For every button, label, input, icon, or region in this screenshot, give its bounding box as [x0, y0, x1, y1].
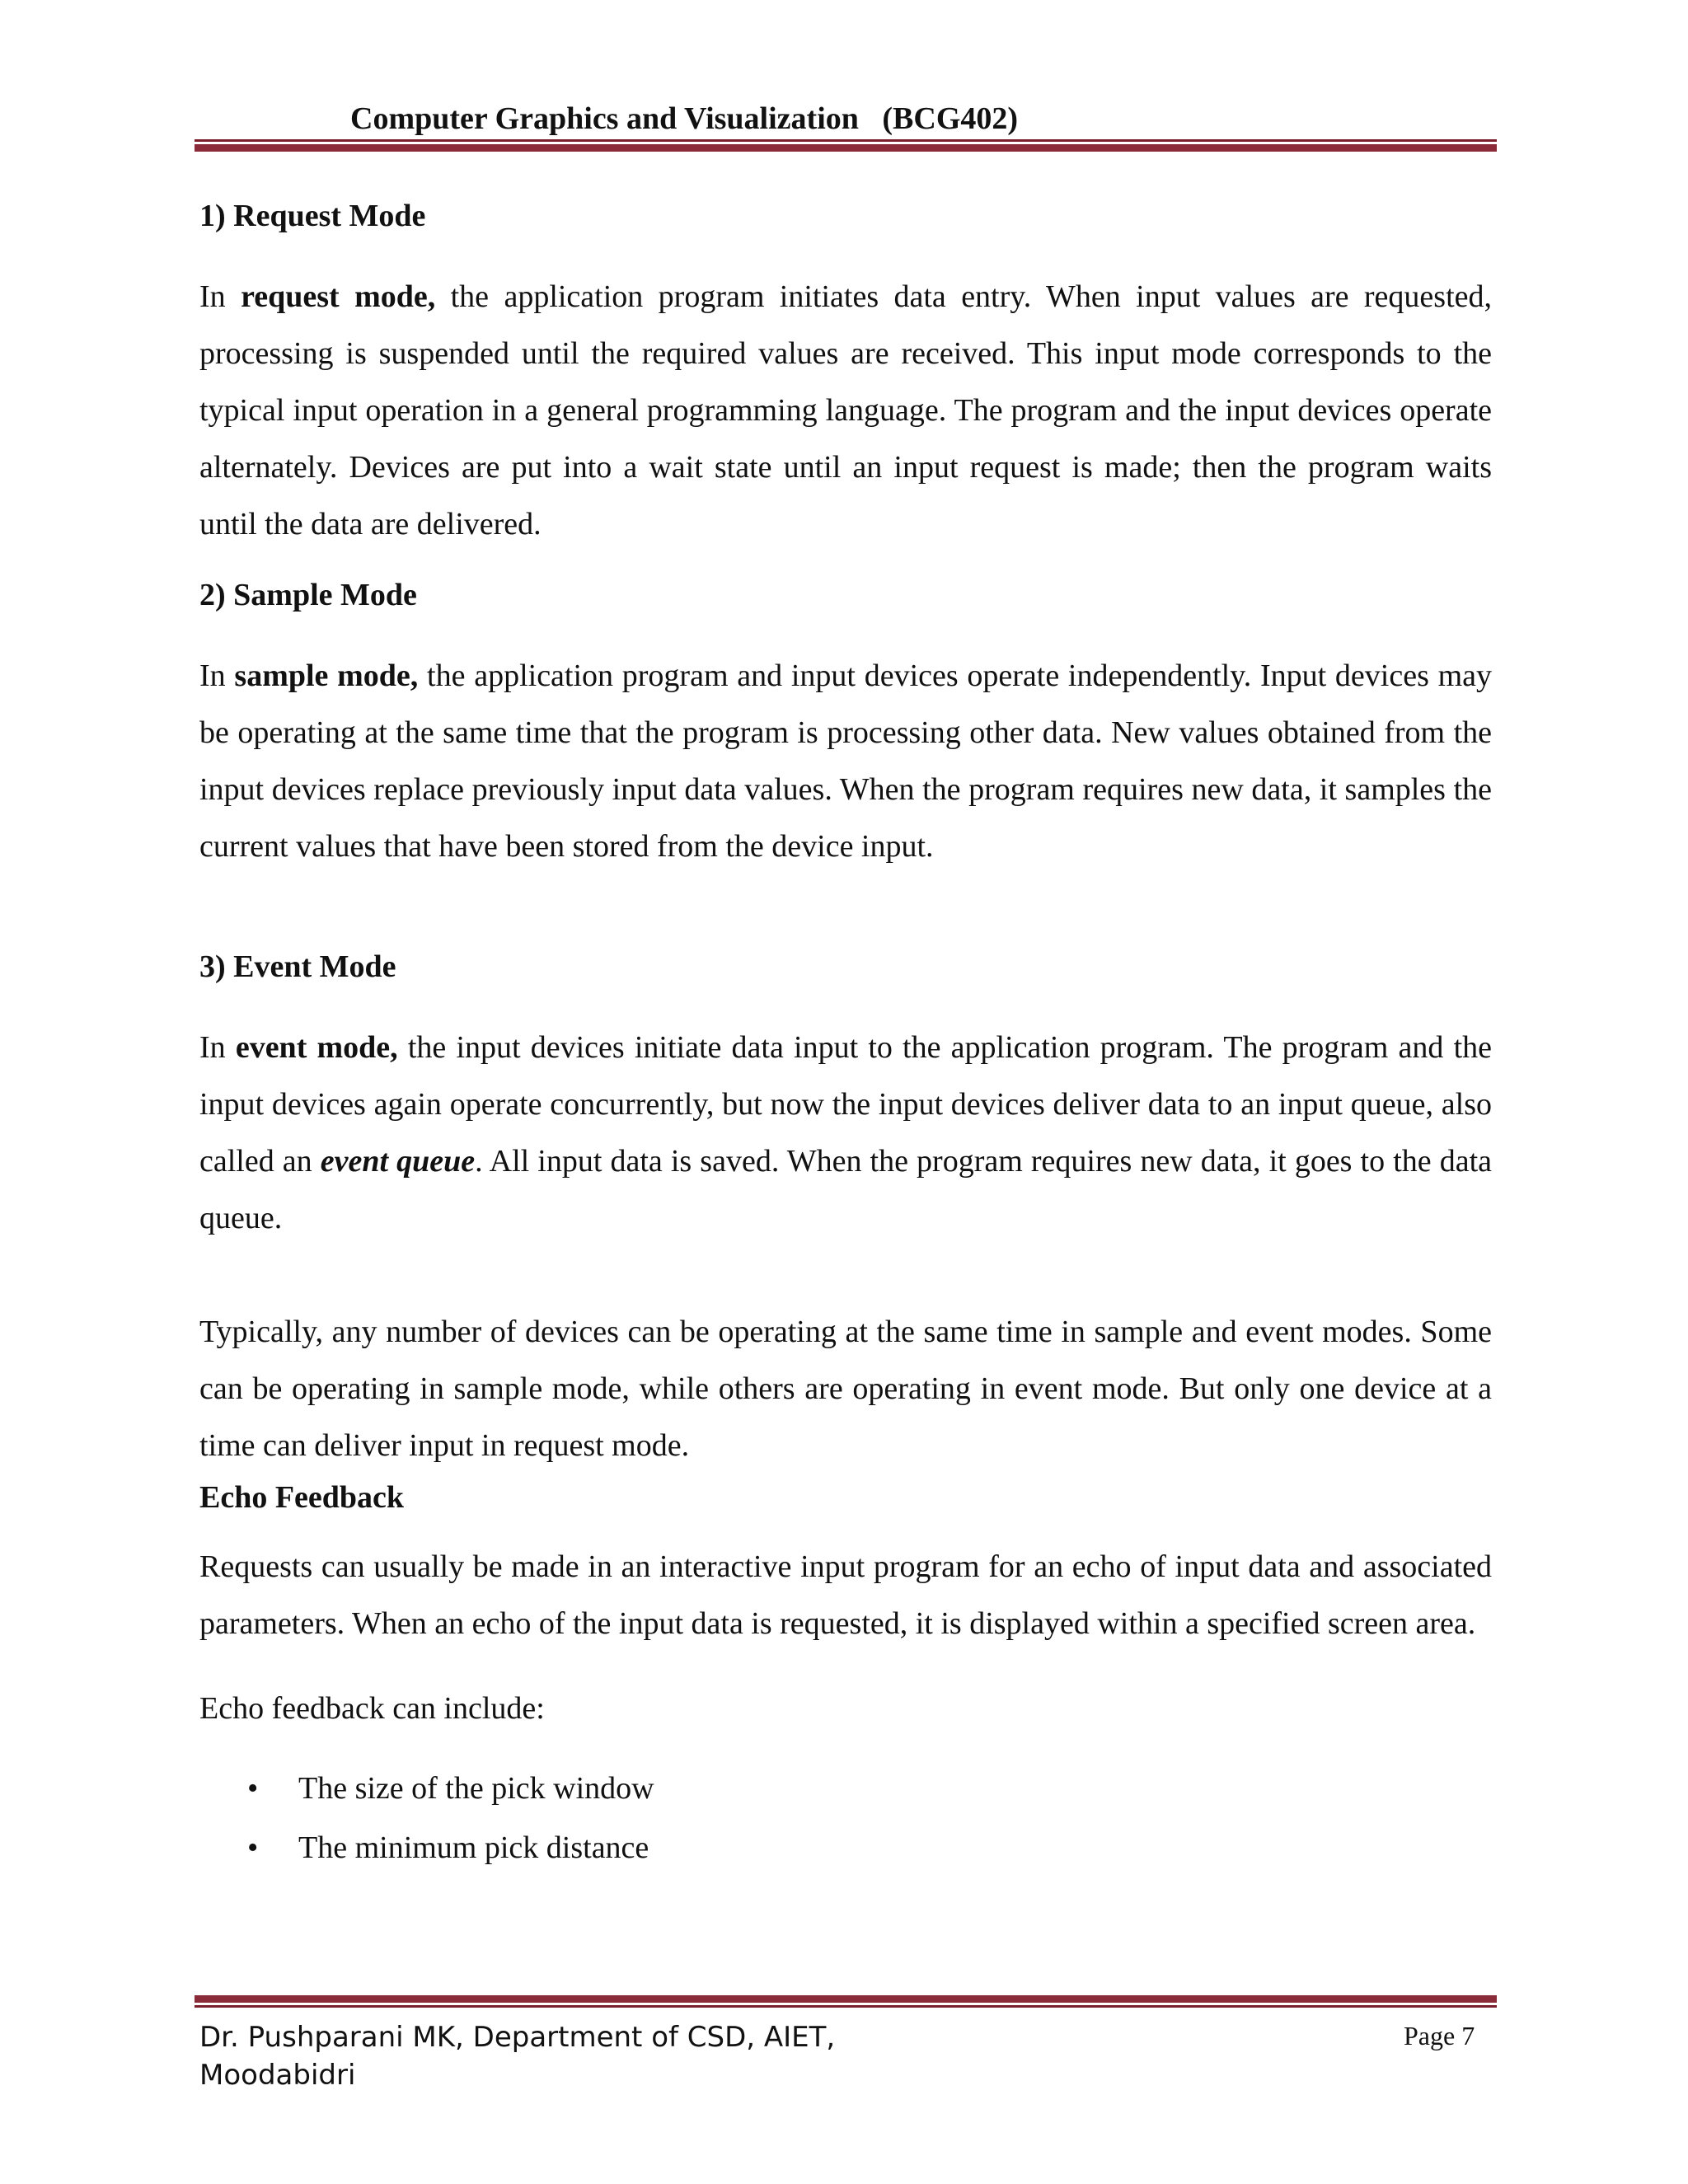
event-mode-text-a: the input devices initiate data input to the application program. The program and the input devices again operate concurrently, but now the input devices deliver data to an input queue, also called an: [199, 1030, 1492, 1179]
page-header-title: Computer Graphics and Visualization (BCG402): [350, 101, 1019, 136]
request-mode-text: the application program initiates data entry. When input values are requested, processing is suspended until the required values are received. This input mode corresponds to the typical input operation in a general programming language. The program and the input devices operate alternately. Devices are put into a wait state until an input request is made; then the program waits until the data are delivered.: [199, 279, 1493, 541]
list-item: [199, 1767, 1492, 1810]
event-mode-paragraph: [199, 1019, 1492, 1247]
sample-mode-lead: In: [199, 658, 235, 693]
header-rule-thick: [195, 144, 1497, 152]
request-mode-paragraph: [199, 269, 1492, 553]
event-mode-term: event mode,: [235, 1030, 398, 1065]
request-mode-term: request mode,: [241, 279, 436, 314]
event-queue-term: event queue: [320, 1144, 476, 1179]
echo-feedback-paragraph: Requests can usually be made in an interactive input program for an echo of input data and associated parameters. When an echo of the input data is requested, it is displayed within a specified screen area.: [199, 1549, 1492, 1641]
event-mode-text-b: . All input data is saved. When the program requires new data, it goes to the data queue.: [199, 1144, 1492, 1235]
bullet-icon: •: [247, 1771, 259, 1806]
echo-feedback-list: [199, 1767, 1492, 1869]
sample-mode-paragraph: [199, 648, 1492, 875]
footer-author: Dr. Pushparani MK, Department of CSD, AIET, Moodabidri: [199, 2021, 836, 2092]
list-item-text: The minimum pick distance: [298, 1830, 649, 1865]
list-item-text: The size of the pick window: [298, 1771, 654, 1806]
page-number: Page 7: [1404, 2021, 1475, 2050]
bullet-icon: •: [247, 1830, 259, 1865]
sample-mode-term: sample mode,: [234, 658, 419, 693]
request-mode-lead: In: [199, 279, 241, 314]
document-body: [199, 194, 1492, 1869]
event-mode-lead: In: [199, 1030, 236, 1065]
typically-paragraph: Typically, any number of devices can be operating at the same time in sample and event modes. Some can be operating in sample mode, while others are operating in event mode. But only one device at a time can deliver input in request mode.: [199, 1315, 1492, 1463]
event-mode-heading: 3) Event Mode: [199, 949, 396, 984]
sample-mode-text: the application program and input devices operate independently. Input devices may be operating at the same time that the program is processing other data. New values obtained from the input devices replace previously input data values. When the program requires new data, it samples the current values that have been stored from the device input.: [199, 658, 1493, 864]
echo-feedback-heading: Echo Feedback: [199, 1480, 405, 1515]
request-mode-heading: 1) Request Mode: [199, 199, 426, 233]
footer-rule-thin: [195, 2005, 1497, 2008]
header-rule-thin: [195, 139, 1497, 142]
sample-mode-heading: 2) Sample Mode: [199, 578, 417, 612]
echo-feedback-intro: Echo feedback can include:: [199, 1691, 545, 1726]
footer-rule-thick: [195, 1995, 1497, 2003]
list-item: [199, 1826, 1492, 1869]
